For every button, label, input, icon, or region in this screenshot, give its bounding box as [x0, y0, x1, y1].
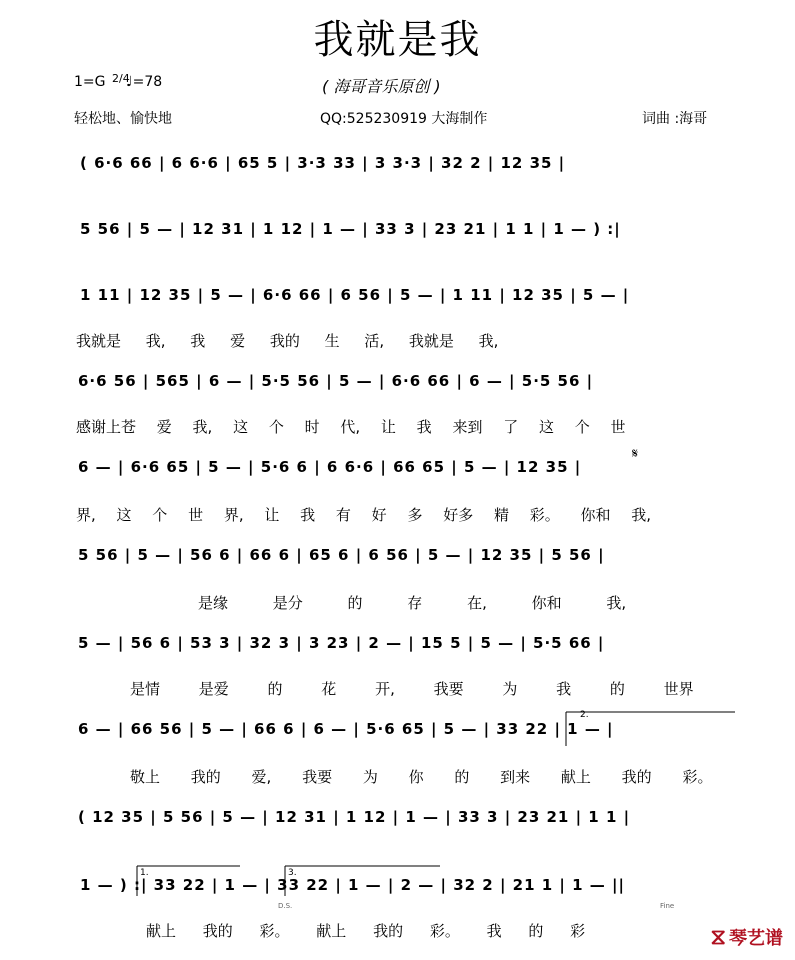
- watermark-logo: [711, 924, 783, 950]
- lyric-text: 感谢上苍 爱 我, 这 个 时 代, 让 我 来到 了 这 个 世: [76, 418, 626, 436]
- segno-sign: 𝄋: [632, 446, 639, 462]
- score-row-notes: 1 — ) :| 33 22 | 1 — | 33 22 | 1 — | 2 — | 32 2 | 21 1 | 1 — ||: [80, 876, 625, 894]
- page-title: 我就是我: [313, 17, 482, 63]
- lyric-text: 敬上 我的 爱, 我要 为 你 的 到来 献上 我的 彩。: [130, 768, 713, 786]
- score-row-notes: 1 11 | 12 35 | 5 — | 6·6 66 | 6 56 | 5 — | 1 11 | 12 35 | 5 — |: [80, 286, 630, 304]
- qin-logo-icon: ⧖: [710, 924, 726, 950]
- fine-label: Fine: [660, 902, 675, 910]
- score-row-notes: ( 6·6 66 | 6 6·6 | 65 5 | 3·3 33 | 3 3·3 | 32 2 | 12 35 |: [80, 154, 566, 172]
- lyric-text: 我就是 我, 我 爱 我的 生 活, 我就是 我,: [76, 332, 499, 350]
- lyric-text: 界, 这 个 世 界, 让 我 有 好 多 好多 精 彩。 你和 我,: [76, 506, 652, 524]
- volta-3-label: 3.: [288, 868, 297, 878]
- key-signature: 1=G: [74, 74, 106, 90]
- author-label: 词曲 :海哥: [642, 111, 708, 127]
- ds-label: D.S.: [278, 902, 293, 910]
- volta-1-label: 1.: [140, 868, 149, 878]
- qq-label: QQ:525230919 大海制作: [320, 111, 488, 127]
- score-row-notes: 6 — | 66 56 | 5 — | 66 6 | 6 — | 5·6 65 | 5 — | 33 22 | 1 — |: [78, 720, 614, 738]
- lyric-text: 是情 是爱 的 花 开, 我要 为 我 的 世界: [130, 680, 694, 698]
- score-row-notes: 5 — | 56 6 | 53 3 | 32 3 | 3 23 | 2 — | 15 5 | 5 — | 5·5 66 |: [78, 634, 605, 652]
- watermark-text: 琴艺谱: [729, 928, 783, 949]
- lyric-text: 献上 我的 彩。 献上 我的 彩。 我 的 彩: [146, 922, 586, 940]
- tempo-mark: ♩=78: [126, 74, 163, 90]
- score-row-notes: ( 12 35 | 5 56 | 5 — | 12 31 | 1 12 | 1 — | 33 3 | 23 21 | 1 1 |: [78, 808, 631, 826]
- credit-label: ( 海哥音乐原创 ): [322, 77, 441, 96]
- time-signature-value: 2/4: [112, 72, 130, 85]
- score-row-notes: 6 — | 6·6 65 | 5 — | 5·6 6 | 6 6·6 | 66 65 | 5 — | 12 35 |: [78, 458, 582, 476]
- score-row-notes: 5 56 | 5 — | 12 31 | 1 12 | 1 — | 33 3 | 23 21 | 1 1 | 1 — ) :|: [80, 220, 621, 238]
- lyric-text: 是缘 是分 的 存 在, 你和 我,: [198, 594, 627, 612]
- score-row-notes: 6·6 56 | 565 | 6 — | 5·5 56 | 5 — | 6·6 66 | 6 — | 5·5 56 |: [78, 372, 594, 390]
- mood-label: 轻松地、愉快地: [74, 111, 172, 127]
- volta-2-label: 2.: [580, 710, 589, 720]
- score-row-notes: 5 56 | 5 — | 56 6 | 66 6 | 65 6 | 6 56 | 5 — | 12 35 | 5 56 |: [78, 546, 605, 564]
